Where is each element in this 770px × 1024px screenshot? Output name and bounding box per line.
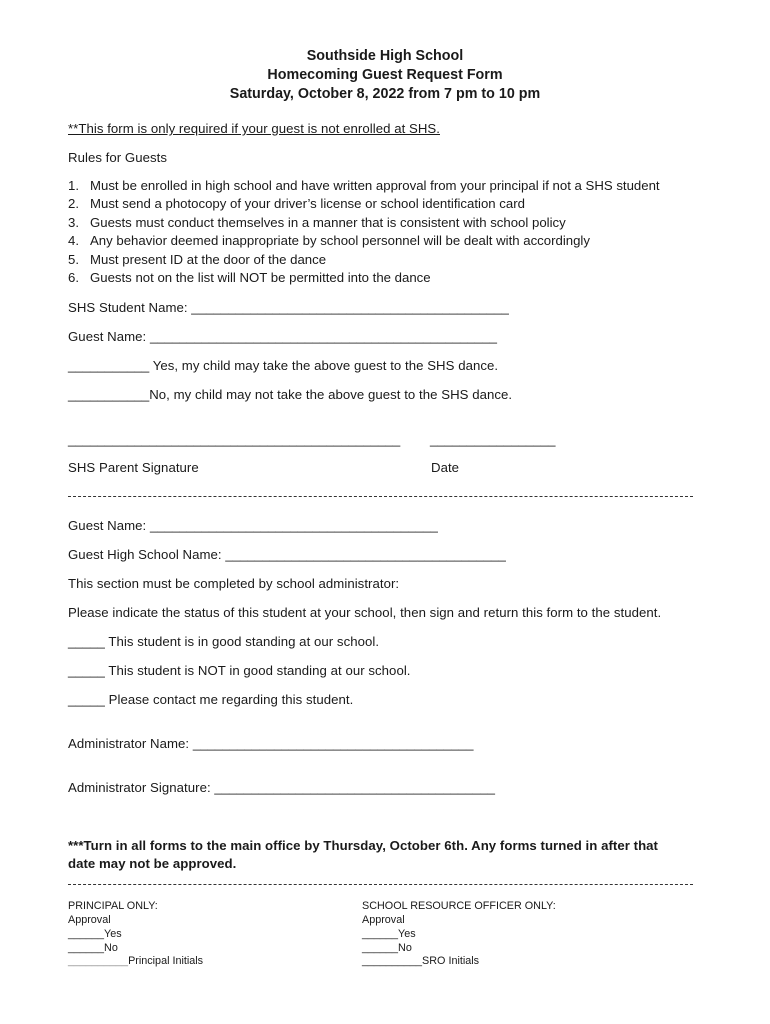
principal-initials-field[interactable] xyxy=(68,955,203,967)
sro-heading: SCHOOL RESOURCE OFFICER ONLY: xyxy=(362,900,556,912)
principal-initials-label: Principal Initials xyxy=(128,955,204,967)
principal-approval: Approval xyxy=(68,914,111,926)
section-divider xyxy=(68,496,693,497)
turn-in-notice: ***Turn in all forms to the main office by Thursday, October 6th. Any forms turned in after that xyxy=(68,838,658,853)
permission-yes-field[interactable]: ___________ Yes, my child may take the above guest to the SHS dance. xyxy=(68,358,499,373)
guest-name-field[interactable]: Guest Name: _______________________________________________ xyxy=(68,329,498,344)
principal-yes-field[interactable]: ______Yes xyxy=(68,928,122,940)
turn-in-notice-cont: date may not be approved. xyxy=(68,856,237,871)
admin-name-field[interactable]: Administrator Name: ______________________________________ xyxy=(68,736,474,751)
sro-approval: Approval xyxy=(362,914,405,926)
not-good-standing-field[interactable]: _____ This student is NOT in good standing at our school. xyxy=(68,663,411,678)
parent-signature-line[interactable]: _____________________________________________ xyxy=(68,432,401,447)
rule-item: 2. Must send a photocopy of your driver’s license or school identification card xyxy=(68,196,525,212)
sro-yes-field[interactable]: ______Yes xyxy=(362,928,416,940)
date-line[interactable]: _________________ xyxy=(430,432,556,447)
principal-initials-blank: __________ xyxy=(68,955,129,967)
enrollment-note: **This form is only required if your guest is not enrolled at SHS. xyxy=(68,121,440,136)
admin-note: This section must be completed by school administrator: xyxy=(68,576,400,591)
rule-item: 1. Must be enrolled in high school and have written approval from your principal if not a SHS student xyxy=(68,178,660,193)
section-divider-2 xyxy=(68,884,693,885)
contact-me-field[interactable]: _____ Please contact me regarding this student. xyxy=(68,692,354,707)
rules-list xyxy=(68,178,660,288)
admin-signature-field[interactable]: Administrator Signature: ______________________________________ xyxy=(68,780,495,795)
principal-heading: PRINCIPAL ONLY: xyxy=(68,900,158,912)
admin-instructions: Please indicate the status of this student at your school, then sign and return this form to the student. xyxy=(68,605,662,620)
guest-school-field[interactable]: Guest High School Name: ______________________________________ xyxy=(68,547,506,562)
form-title: Homecoming Guest Request Form xyxy=(267,67,503,83)
principal-no-field[interactable]: ______No xyxy=(68,942,118,954)
rule-item: 4. Any behavior deemed inappropriate by school personnel will be dealt with accordingly xyxy=(68,233,590,249)
rules-heading: Rules for Guests xyxy=(68,150,168,165)
event-date: Saturday, October 8, 2022 from 7 pm to 10 pm xyxy=(229,86,541,102)
rule-item: 3. Guests must conduct themselves in a manner that is consistent with school policy xyxy=(68,214,566,230)
sro-no-field[interactable]: ______No xyxy=(362,942,412,954)
school-name: Southside High School xyxy=(306,48,464,64)
permission-no-field[interactable]: ___________No, my child may not take the above guest to the SHS dance. xyxy=(68,387,513,402)
sro-initials-field[interactable]: __________SRO Initials xyxy=(362,955,480,967)
guest-name-field-2[interactable]: Guest Name: _______________________________________ xyxy=(68,518,438,533)
rule-item: 5. Must present ID at the door of the dance xyxy=(68,251,327,267)
parent-signature-label: SHS Parent Signature xyxy=(68,460,199,475)
rule-item: 6. Guests not on the list will NOT be permitted into the dance xyxy=(68,269,431,285)
student-name-field[interactable]: SHS Student Name: ___________________________________________ xyxy=(68,300,509,315)
good-standing-field[interactable]: _____ This student is in good standing at our school. xyxy=(68,634,380,649)
date-label: Date xyxy=(431,460,460,475)
